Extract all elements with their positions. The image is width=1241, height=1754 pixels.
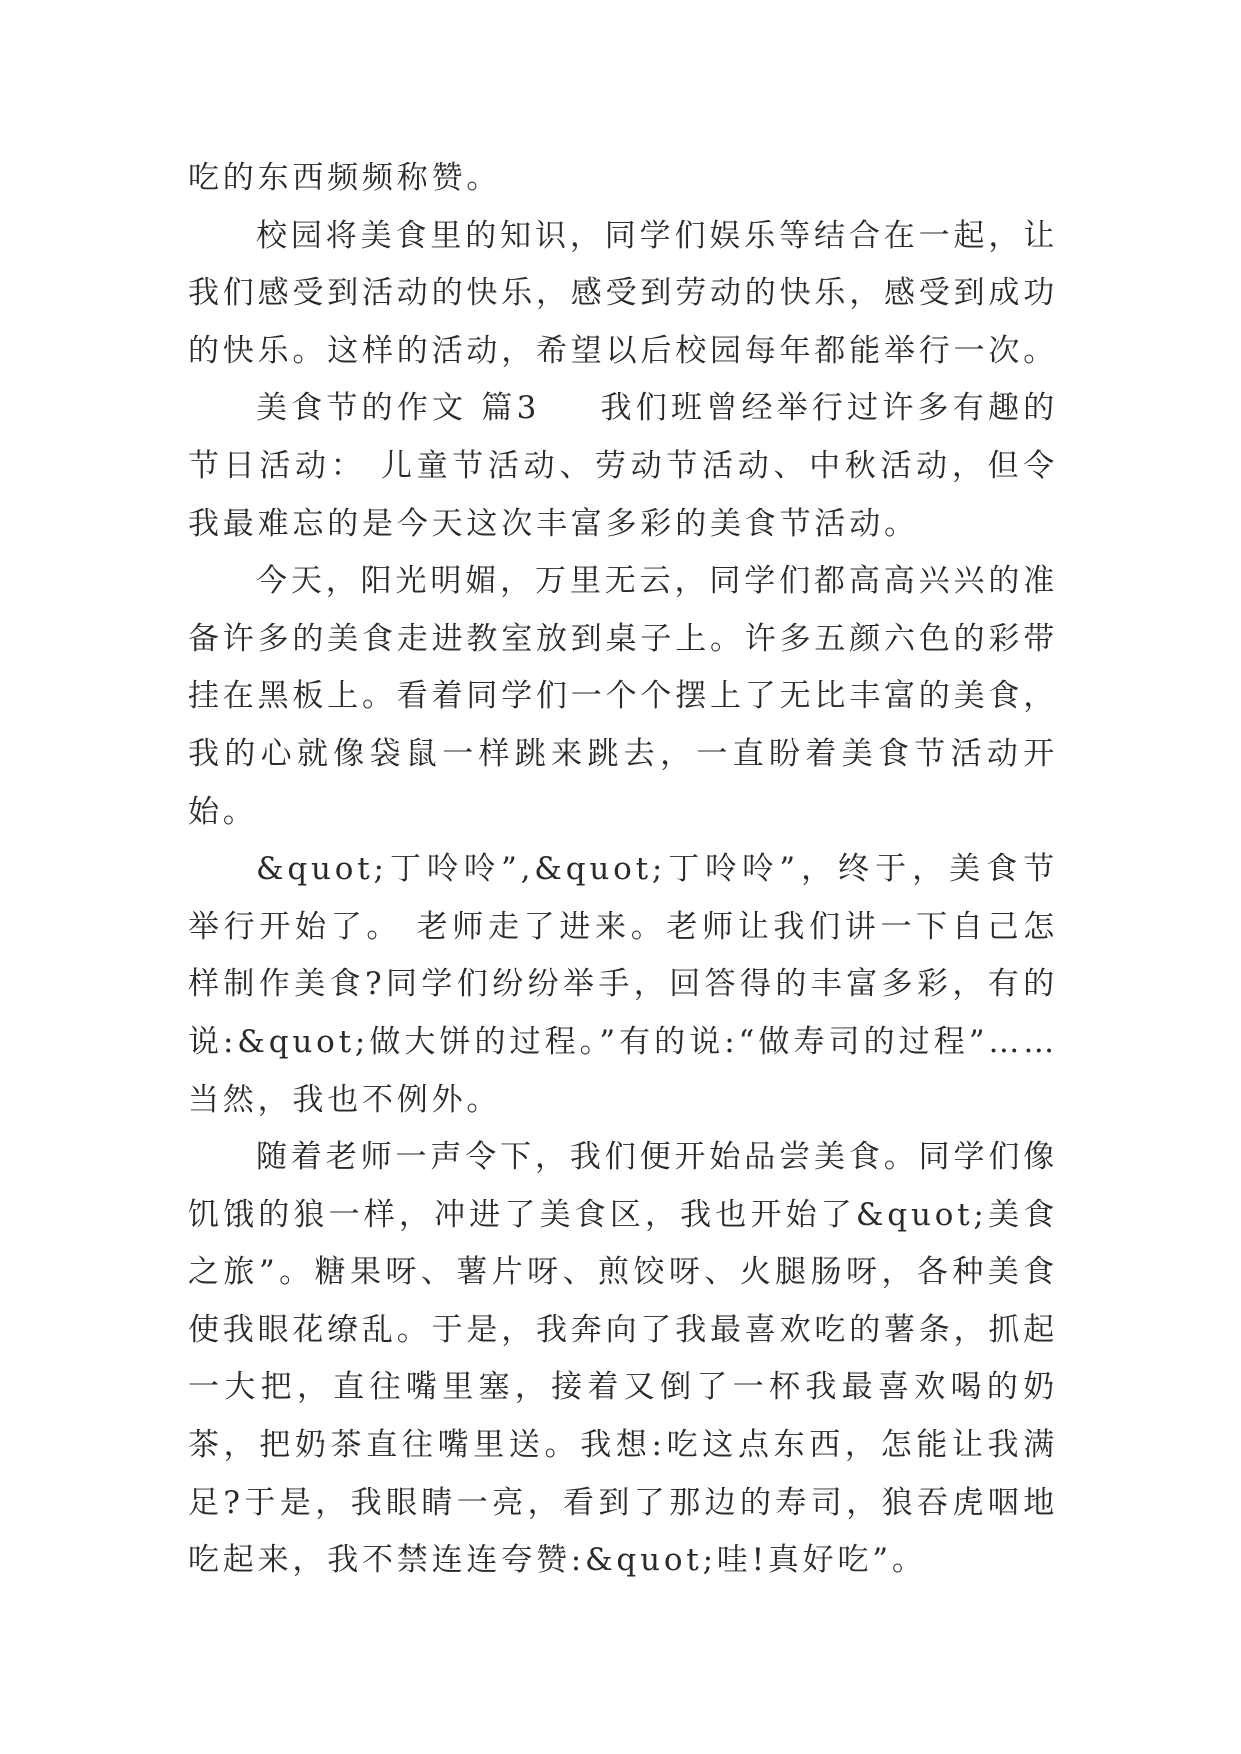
paragraph-6: 随着老师一声令下，我们便开始品尝美食。同学们像饥饿的狼一样，冲进了美食区，我也开始了&quot;美食之旅”。糖果呀、薯片呀、煎饺呀、火腿肠呀，各种美食使我眼花缭乱。于是，我奔向了我最喜欢吃的薯条，抓起一大把，直往嘴里塞，接着又倒了一杯我最喜欢喝的奶茶，把奶茶直往嘴里送。我想:吃这点东西，怎能让我满足?于是，我眼睛一亮，看到了那边的寿司，狼吞虎咽地吃起来，我不禁连连夸赞:&quot;哇!真好吃”。 <box>188 1139 1058 1579</box>
document-body <box>188 150 1058 1590</box>
paragraph-5: &quot;丁呤呤”,&quot;丁呤呤”，终于，美食节举行开始了。 老师走了进来。老师让我们讲一下自己怎样制作美食?同学们纷纷举手，回答得的丰富多彩，有的说:&quot;做大饼的过程。”有的说:“做寿司的过程”……当然，我也不例外。 <box>188 851 1058 1118</box>
paragraph-3-text: 我们班曾经举行过许多有趣的节日活动： 儿童节活动、劳动节活动、中秋活动，但令我最难忘的是今天这次丰富多彩的美食节活动。 <box>188 390 1058 542</box>
paragraph-4: 今天，阳光明媚，万里无云，同学们都高高兴兴的准备许多的美食走进教室放到桌子上。许多五颜六色的彩带挂在黑板上。看着同学们一个个摆上了无比丰富的美食，我的心就像袋鼠一样跳来跳去，一直盼着美食节活动开始。 <box>188 563 1058 830</box>
paragraph-2: 校园将美食里的知识，同学们娱乐等结合在一起，让我们感受到活动的快乐，感受到劳动的快乐，感受到成功的快乐。这样的活动，希望以后校园每年都能举行一次。 <box>188 217 1058 369</box>
essay-heading: 美食节的作文 篇3 <box>256 390 541 427</box>
paragraph-1: 吃的东西频频称赞。 <box>188 160 502 196</box>
paragraph-3 <box>188 380 1058 553</box>
